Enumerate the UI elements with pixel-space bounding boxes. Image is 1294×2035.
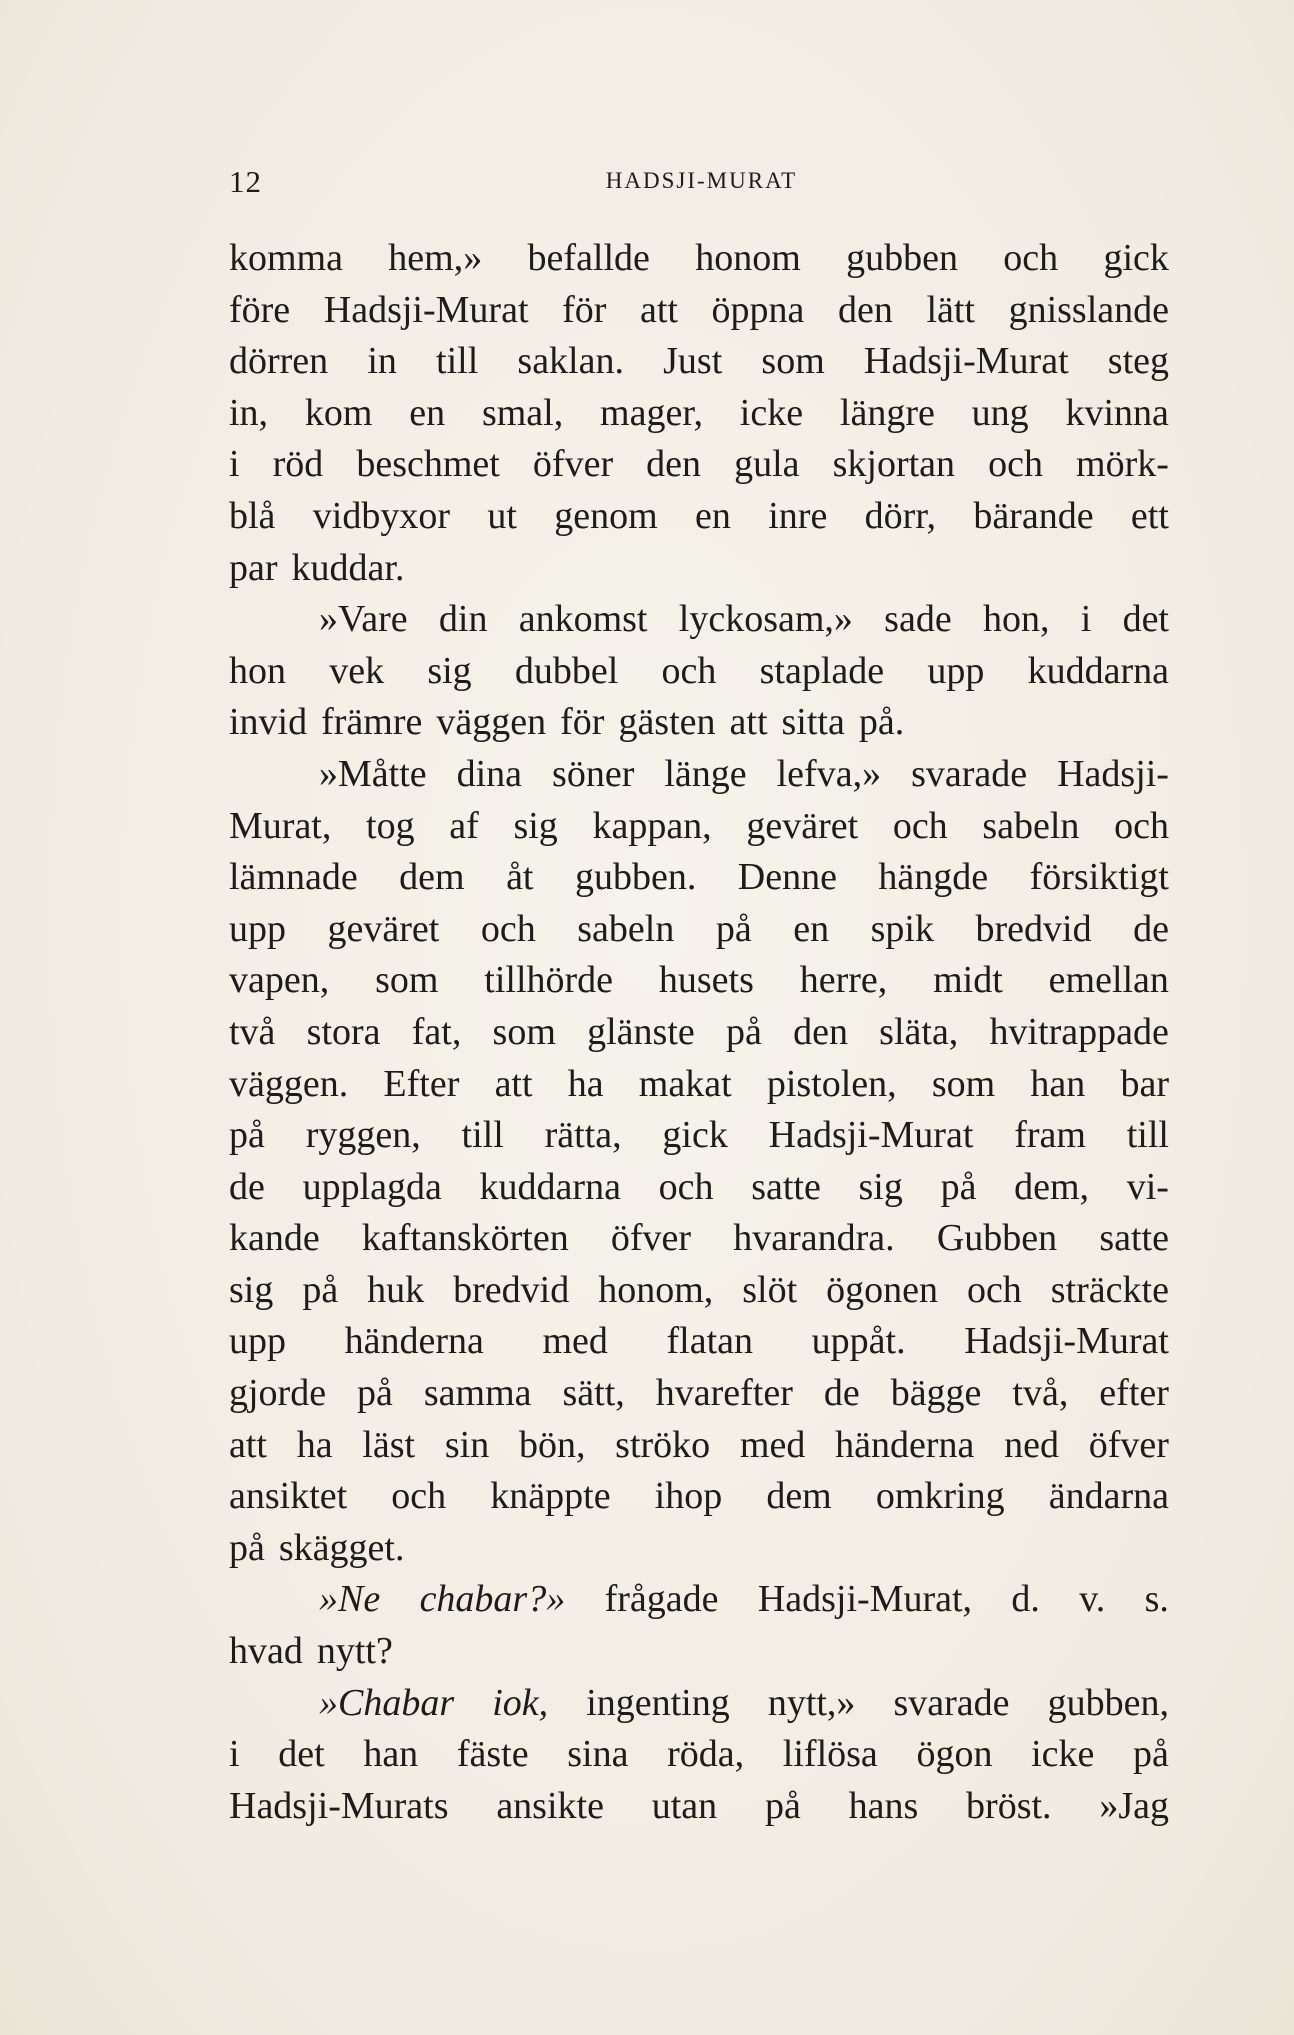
text-line <box>229 1059 1169 1111</box>
word: på <box>940 1165 977 1208</box>
word: utan <box>651 1784 718 1827</box>
italic-word: chabar?» <box>419 1578 566 1621</box>
word: beschmet <box>356 443 500 486</box>
word: svarade <box>911 752 1028 795</box>
word: röd <box>272 443 324 486</box>
word: Hadsji-Murat <box>323 288 529 331</box>
word: hvad <box>229 1630 303 1673</box>
word: i <box>229 443 240 486</box>
word: det <box>278 1733 325 1776</box>
word: hem,» <box>388 237 483 279</box>
word: steg <box>1107 340 1169 383</box>
word: skjortan <box>832 443 956 486</box>
word: herre, <box>799 959 888 1002</box>
word: sig <box>229 1268 274 1311</box>
word: bön, <box>518 1423 586 1466</box>
word: upp <box>229 907 286 950</box>
text-line <box>229 1368 1169 1420</box>
text-line <box>229 955 1169 1007</box>
text-line <box>229 233 1169 285</box>
word: i <box>229 1733 240 1776</box>
word: Hadsji- <box>1057 752 1169 795</box>
word: din <box>438 598 488 641</box>
word: ansiktet <box>229 1475 348 1518</box>
word: skägget. <box>278 1526 405 1569</box>
word: hvarefter <box>655 1372 793 1415</box>
text-line <box>229 1420 1169 1472</box>
word: söner <box>552 752 635 795</box>
word: en <box>793 907 830 950</box>
word: spik <box>870 907 934 950</box>
word: kaftanskörten <box>361 1217 569 1260</box>
word: kappan, <box>592 804 712 847</box>
word: två <box>229 1010 276 1053</box>
word: dem <box>766 1475 832 1518</box>
text-line <box>229 852 1169 904</box>
word: hans <box>848 1784 919 1827</box>
word: gubben. <box>574 856 697 899</box>
word: sig <box>858 1165 903 1208</box>
word: vapen, <box>229 959 330 1002</box>
word: knäppte <box>490 1475 611 1518</box>
word: och <box>966 1268 1022 1311</box>
text-line <box>229 1162 1169 1214</box>
word: samma <box>423 1372 532 1415</box>
word: genom <box>554 494 658 537</box>
word: frågade <box>604 1578 719 1621</box>
word: som <box>931 1062 996 1105</box>
word: efter <box>1099 1372 1169 1415</box>
word: i <box>1080 598 1092 641</box>
word: ögon <box>916 1733 993 1776</box>
word: den <box>646 443 702 486</box>
word: stora <box>306 1010 381 1053</box>
word: fram <box>1014 1114 1086 1157</box>
text-line <box>229 1471 1169 1523</box>
word: två, <box>1012 1372 1069 1415</box>
word: kuddarna <box>1027 649 1169 692</box>
italic-word: »Chabar <box>319 1681 455 1724</box>
text-line <box>229 697 1169 749</box>
word: på <box>229 1526 265 1569</box>
word: väggen <box>436 701 547 744</box>
text-line <box>229 543 1169 595</box>
word: emellan <box>1048 959 1169 1002</box>
word: väggen. <box>229 1062 349 1105</box>
word: par <box>229 546 278 589</box>
word: öfver <box>532 443 614 486</box>
text-line <box>229 388 1169 440</box>
word: liflösa <box>782 1733 878 1776</box>
word: upp <box>927 649 985 692</box>
word: dörr, <box>864 494 936 537</box>
word: sina <box>567 1733 629 1776</box>
word: och <box>480 907 536 950</box>
word: att <box>494 1062 533 1105</box>
word: med <box>739 1423 806 1466</box>
word: lefva,» <box>776 752 882 795</box>
word: hvarandra. <box>733 1217 895 1260</box>
word: befallde <box>527 237 650 279</box>
word: bar <box>1120 1062 1169 1105</box>
text-line <box>229 1729 1169 1781</box>
page-number: 12 <box>229 164 262 199</box>
word: Efter <box>383 1062 460 1105</box>
word: ut <box>487 494 517 537</box>
word: som <box>492 1010 556 1053</box>
text-line <box>229 1316 1169 1368</box>
word: på <box>1133 1733 1169 1776</box>
word: dina <box>456 752 523 795</box>
word: v. <box>1079 1578 1106 1621</box>
word: vidbyxor <box>312 494 450 537</box>
text-line <box>229 1213 1169 1265</box>
word: öppna <box>711 288 805 331</box>
word: det <box>1122 598 1169 641</box>
word: de <box>1133 907 1169 950</box>
word: bredvid <box>453 1268 570 1311</box>
word: händerna <box>835 1423 975 1466</box>
word: Denne <box>737 856 837 899</box>
word: och <box>1003 237 1059 279</box>
word: lätt <box>926 288 975 331</box>
word: smal, <box>481 391 564 434</box>
word: ströko <box>615 1423 711 1466</box>
word: husets <box>658 959 754 1002</box>
word: upplagda <box>302 1165 442 1208</box>
word: sträckte <box>1050 1268 1169 1311</box>
word: in, <box>229 391 269 434</box>
word: bredvid <box>975 907 1092 950</box>
running-head <box>229 164 1174 204</box>
word: geväret <box>746 804 859 847</box>
word: han <box>363 1733 419 1776</box>
word: släta, <box>879 1010 959 1053</box>
word: gnisslande <box>1008 288 1169 331</box>
word: »Jag <box>1099 1784 1169 1827</box>
word: bägge <box>890 1372 982 1415</box>
word: satte <box>1099 1217 1169 1260</box>
word: sin <box>444 1423 490 1466</box>
word: vek <box>329 649 385 692</box>
text-line <box>229 1523 1169 1575</box>
word: främre <box>321 701 423 744</box>
word: gubben, <box>1047 1681 1169 1724</box>
word: »Vare <box>319 598 408 641</box>
text-line <box>229 439 1169 491</box>
word: sabeln <box>577 907 675 950</box>
word: sabeln <box>982 804 1080 847</box>
word: sig <box>427 649 472 692</box>
word: sig <box>513 804 558 847</box>
word: på. <box>858 701 905 744</box>
word: längre <box>839 391 935 434</box>
text-line <box>229 1574 1169 1626</box>
word: länge <box>664 752 747 795</box>
word: att <box>229 1423 267 1466</box>
word: satte <box>751 1165 821 1208</box>
word: huk <box>367 1268 425 1311</box>
text-line <box>229 491 1169 543</box>
word: med <box>542 1320 608 1363</box>
word: makat <box>638 1062 732 1105</box>
word: mörk- <box>1076 443 1169 486</box>
word: rätta, <box>544 1114 622 1157</box>
text-line <box>229 801 1169 853</box>
word: hvitrappade <box>989 1010 1169 1053</box>
running-title: HADSJI-MURAT <box>605 168 798 193</box>
word: ett <box>1130 494 1169 537</box>
word: ansikte <box>496 1784 604 1827</box>
word: nytt? <box>316 1630 393 1673</box>
word: hängde <box>878 856 989 899</box>
word: att <box>639 288 678 331</box>
word: fäste <box>456 1733 529 1776</box>
word: ankomst <box>518 598 648 641</box>
word: på <box>725 1010 762 1053</box>
word: icke <box>1031 1733 1095 1776</box>
word: blå <box>229 494 276 537</box>
word: försiktigt <box>1029 856 1169 899</box>
word: honom <box>695 237 801 279</box>
word: sitta <box>781 701 845 744</box>
word: och <box>988 443 1043 486</box>
word: och <box>1114 804 1169 847</box>
word: de <box>823 1372 860 1415</box>
word: på <box>302 1268 339 1311</box>
word: och <box>661 649 717 692</box>
word: midt <box>933 959 1003 1002</box>
word: inre <box>768 494 828 537</box>
word: kuddar. <box>291 546 405 589</box>
word: saklan. <box>517 340 624 383</box>
word: hon, <box>982 598 1050 641</box>
word: röda, <box>667 1733 745 1776</box>
word: dörren <box>229 340 329 383</box>
word: gula <box>734 443 800 486</box>
word: Hadsji-Murat, <box>757 1578 973 1621</box>
word: läst <box>362 1423 416 1466</box>
word: kvinna <box>1065 391 1169 434</box>
word: ändarna <box>1048 1475 1169 1518</box>
word: dem, <box>1014 1165 1090 1208</box>
word: på <box>229 1114 265 1157</box>
word: flatan <box>666 1320 754 1363</box>
word: sätt, <box>562 1372 625 1415</box>
word: till <box>1126 1114 1169 1157</box>
word: staplade <box>759 649 885 692</box>
word: ryggen, <box>305 1114 421 1157</box>
word: som <box>761 340 825 383</box>
word: upp <box>229 1320 286 1363</box>
word: gjorde <box>229 1372 327 1415</box>
word: icke <box>739 391 804 434</box>
word: vi- <box>1126 1165 1169 1208</box>
text-line <box>229 1265 1169 1317</box>
word: dubbel <box>514 649 619 692</box>
word: tillhörde <box>484 959 614 1002</box>
text-line <box>229 749 1169 801</box>
word: ha <box>567 1062 604 1105</box>
word: bärande <box>973 494 1094 537</box>
word: händerna <box>344 1320 484 1363</box>
word: lämnade <box>229 856 358 899</box>
word: ögonen <box>826 1268 938 1311</box>
word: den <box>837 288 893 331</box>
text-line <box>229 285 1169 337</box>
word: Just <box>663 340 723 383</box>
word: komma <box>229 237 343 279</box>
text-line <box>229 1007 1169 1059</box>
text-line <box>229 594 1169 646</box>
word: honom, <box>598 1268 714 1311</box>
word: kande <box>229 1217 320 1260</box>
text-line <box>229 1678 1169 1730</box>
word: Hadsji-Murat <box>768 1114 974 1157</box>
word: Gubben <box>936 1217 1058 1260</box>
word: på <box>357 1372 393 1415</box>
word: på <box>715 907 752 950</box>
word: han <box>1030 1062 1086 1105</box>
word: för <box>562 288 607 331</box>
word: invid <box>229 701 308 744</box>
word: och <box>658 1165 714 1208</box>
word: lyckosam,» <box>678 598 853 641</box>
word: öfver <box>610 1217 692 1260</box>
word: s. <box>1144 1578 1169 1621</box>
word: och <box>892 804 948 847</box>
italic-word: iok, <box>492 1681 549 1724</box>
word: af <box>449 804 479 847</box>
word: svarade <box>893 1681 1010 1724</box>
italic-word: »Ne <box>319 1578 381 1621</box>
text-line <box>229 904 1169 956</box>
word: de <box>229 1165 265 1208</box>
word: till <box>461 1114 504 1157</box>
word: Murat, <box>229 804 332 847</box>
word: bröst. <box>966 1784 1052 1827</box>
word: Hadsji-Murats <box>229 1784 449 1827</box>
word: Hadsji-Murat <box>863 340 1069 383</box>
word: och <box>391 1475 447 1518</box>
word: slöt <box>742 1268 798 1311</box>
word: gästen <box>618 701 716 744</box>
word: dem <box>399 856 465 899</box>
word: den <box>793 1010 848 1053</box>
word: d. <box>1011 1578 1040 1621</box>
word: på <box>764 1784 801 1827</box>
word: ihop <box>654 1475 723 1518</box>
text-line <box>229 336 1169 388</box>
word: åt <box>506 856 534 899</box>
word: tog <box>366 804 415 847</box>
word: nytt,» <box>767 1681 856 1724</box>
word: ingenting <box>586 1681 730 1724</box>
word: gubben <box>846 237 958 279</box>
text-line <box>229 1626 1169 1678</box>
word: en <box>695 494 731 537</box>
word: omkring <box>875 1475 1005 1518</box>
word: »Måtte <box>319 752 427 795</box>
word: att <box>729 701 768 744</box>
word: kuddarna <box>479 1165 621 1208</box>
word: som <box>375 959 439 1002</box>
body-text <box>229 233 1169 1832</box>
word: till <box>436 340 479 383</box>
word: före <box>229 288 291 331</box>
word: öfver <box>1088 1423 1169 1466</box>
word: ung <box>971 391 1029 434</box>
word: fat, <box>411 1010 462 1053</box>
word: mager, <box>600 391 703 434</box>
text-line <box>229 646 1169 698</box>
word: för <box>560 701 605 744</box>
text-line <box>229 1110 1169 1162</box>
word: gick <box>662 1114 728 1157</box>
word: pistolen, <box>766 1062 897 1105</box>
word: kom <box>304 391 373 434</box>
word: Hadsji-Murat <box>964 1320 1169 1363</box>
word: uppåt. <box>811 1320 906 1363</box>
word: in <box>367 340 397 383</box>
text-line <box>229 1781 1169 1833</box>
word: en <box>409 391 446 434</box>
word: geväret <box>327 907 440 950</box>
word: ned <box>1004 1423 1059 1466</box>
word: ha <box>296 1423 333 1466</box>
word: gick <box>1103 237 1169 279</box>
word: glänste <box>587 1010 695 1053</box>
word: sade <box>884 598 952 641</box>
word: hon <box>229 649 286 692</box>
